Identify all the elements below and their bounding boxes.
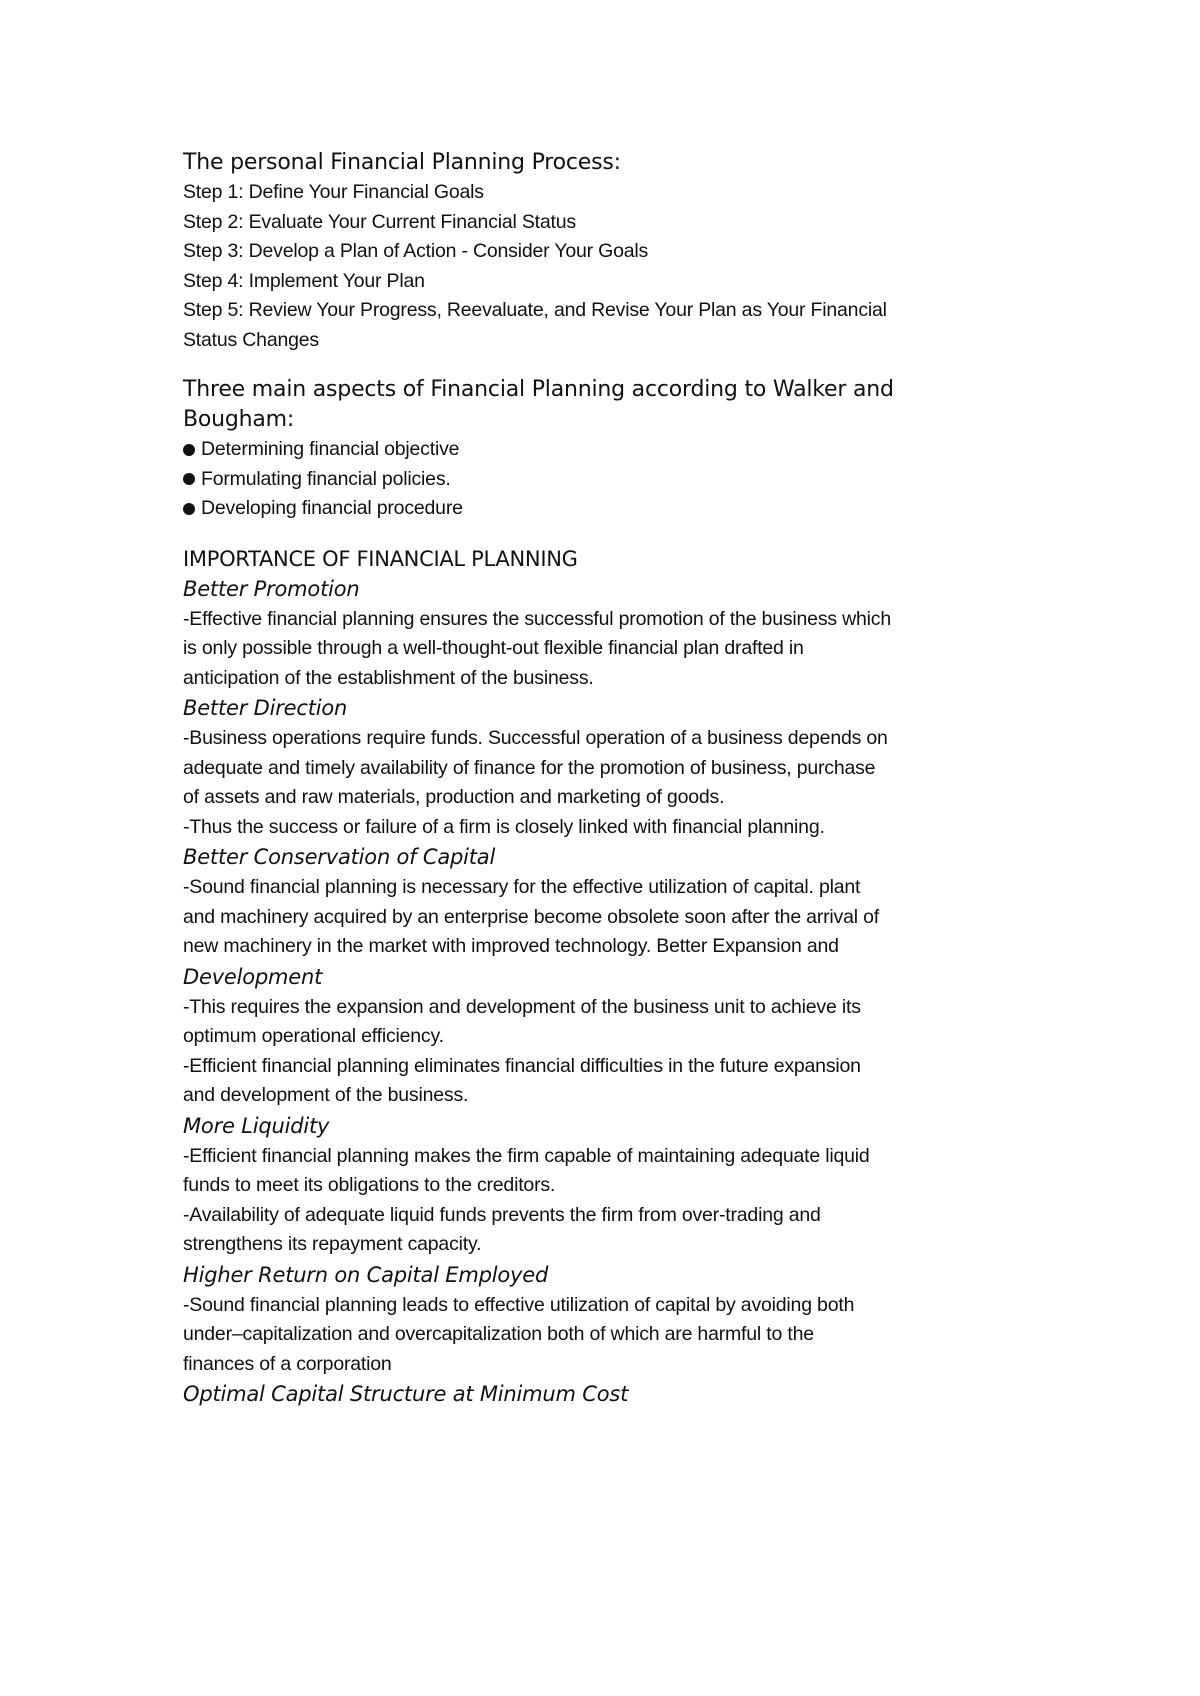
paragraph-line: -Sound financial planning leads to effective utilization of capital by avoiding both — [183, 1293, 855, 1316]
bullet-icon — [183, 503, 195, 515]
bullet-icon — [183, 444, 195, 456]
subheading-return: Higher Return on Capital Employed — [183, 1262, 549, 1287]
list-item — [183, 465, 1063, 495]
bullet-text: Determining financial objective — [201, 438, 460, 460]
aspects-heading-cont: Bougham: — [183, 407, 295, 432]
paragraph-line: -Efficient financial planning eliminates financial difficulties in the future expansion — [183, 1054, 861, 1077]
subheading-optimal: Optimal Capital Structure at Minimum Cost — [183, 1382, 629, 1406]
step-line: Step 5: Review Your Progress, Reevaluate, and Revise Your Plan as Your Financial — [183, 299, 887, 321]
subheading-promotion: Better Promotion — [183, 576, 360, 601]
paragraph-line: -Effective financial planning ensures the successful promotion of the business which — [183, 607, 891, 630]
aspects-bullet-list — [183, 435, 1063, 524]
paragraph-line: funds to meet its obligations to the creditors. — [183, 1174, 556, 1196]
paragraph-line: -Availability of adequate liquid funds prevents the firm from over-trading and — [183, 1203, 821, 1226]
section-gap — [183, 524, 1063, 544]
paragraph-line: -Thus the success or failure of a firm is closely linked with financial planning. — [183, 815, 825, 838]
subheading-development: Development — [183, 964, 323, 989]
document-page — [183, 148, 1063, 1410]
paragraph-line: is only possible through a well-thought-out flexible financial plan drafted in — [183, 637, 804, 659]
paragraph-line: adequate and timely availability of finance for the promotion of business, purchase — [183, 756, 876, 779]
importance-heading: IMPORTANCE OF FINANCIAL PLANNING — [183, 546, 578, 571]
step-line: Step 3: Develop a Plan of Action - Consider Your Goals — [183, 240, 649, 262]
paragraph-line: -This requires the expansion and development of the business unit to achieve its — [183, 995, 861, 1018]
subheading-liquidity: More Liquidity — [183, 1113, 330, 1138]
paragraph-line: finances of a corporation — [183, 1352, 392, 1375]
list-item — [183, 435, 1063, 465]
list-item — [183, 494, 1063, 524]
paragraph-line: -Efficient financial planning makes the firm capable of maintaining adequate liquid — [183, 1144, 870, 1167]
paragraph-line: anticipation of the establishment of the business. — [183, 666, 594, 689]
paragraph-line: and machinery acquired by an enterprise become obsolete soon after the arrival of — [183, 905, 879, 928]
paragraph-line: under–capitalization and overcapitalization both of which are harmful to the — [183, 1323, 814, 1345]
process-heading: The personal Financial Planning Process: — [183, 150, 621, 175]
bullet-text: Formulating financial policies. — [201, 467, 451, 490]
paragraph-line: -Business operations require funds. Successful operation of a business depends on — [183, 727, 888, 749]
aspects-heading: Three main aspects of Financial Planning according to Walker and — [183, 377, 894, 402]
bullet-icon — [183, 473, 195, 485]
paragraph-line: optimum operational efficiency. — [183, 1025, 444, 1047]
paragraph-line: new machinery in the market with improved technology. Better Expansion and — [183, 935, 839, 957]
step-line: Status Changes — [183, 328, 319, 351]
paragraph-line: -Sound financial planning is necessary for the effective utilization of capital. plant — [183, 876, 861, 898]
subheading-direction: Better Direction — [183, 696, 348, 720]
subheading-conservation: Better Conservation of Capital — [183, 845, 496, 869]
section-gap — [183, 355, 1063, 375]
paragraph-line: of assets and raw materials, production and marketing of goods. — [183, 786, 725, 808]
step-line: Step 1: Define Your Financial Goals — [183, 181, 484, 203]
step-line: Step 4: Implement Your Plan — [183, 269, 425, 292]
bullet-text: Developing financial procedure — [201, 497, 463, 519]
paragraph-line: and development of the business. — [183, 1084, 469, 1106]
paragraph-line: strengthens its repayment capacity. — [183, 1233, 482, 1255]
step-line: Step 2: Evaluate Your Current Financial Status — [183, 210, 576, 233]
